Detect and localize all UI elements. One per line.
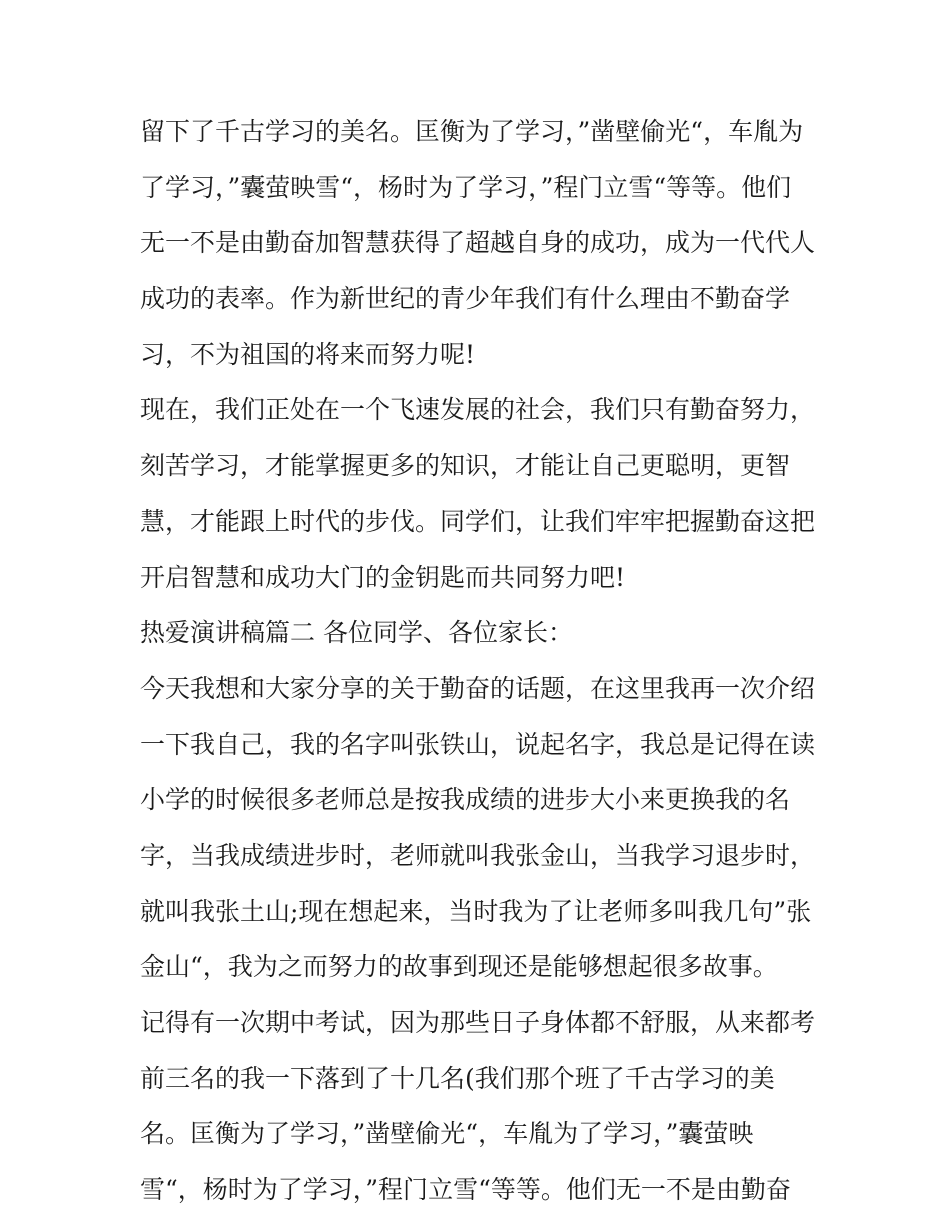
- body-text: [140, 104, 820, 1218]
- text-line: 习，不为祖国的将来而努力呢!: [140, 339, 476, 369]
- text-line: 开启智慧和成功大门的金钥匙而共同努力吧!: [140, 562, 626, 592]
- text-line: 刻苦学习，才能掌握更多的知识，才能让自己更聪明，更智: [140, 451, 791, 481]
- text-line: 名。匡衡为了学习，”凿壁偷光“，车胤为了学习，”囊萤映: [140, 1119, 754, 1149]
- text-line: 留下了千古学习的美名。匡衡为了学习，”凿壁偷光“，车胤为: [140, 117, 804, 146]
- text-line: 前三名的我一下落到了十几名(我们那个班了千古学习的美: [140, 1063, 775, 1093]
- text-line: 现在，我们正处在一个飞速发展的社会，我们只有勤奋努力，: [140, 395, 816, 425]
- text-line: 一下我自己，我的名字叫张铁山，说起名字，我总是记得在读: [140, 729, 816, 759]
- text-line: 成功的表率。作为新世纪的青少年我们有什么理由不勤奋学: [140, 284, 791, 314]
- text-line: 雪“，杨时为了学习，”程门立雪“等等。他们无一不是由勤奋: [140, 1175, 791, 1205]
- section-heading-line: 热爱演讲稿篇二 各位同学、各位家长：: [140, 618, 573, 648]
- text-line: 金山“，我为之而努力的故事到现还是能够想起很多故事。: [140, 952, 778, 982]
- text-line: 无一不是由勤奋加智慧获得了超越自身的成功，成为一代代人: [140, 228, 816, 258]
- text-line: 小学的时候很多老师总是按我成绩的进步大小来更换我的名: [140, 785, 791, 815]
- text-line: 记得有一次期中考试，因为那些日子身体都不舒服，从来都考: [140, 1008, 816, 1037]
- text-line: 慧，才能跟上时代的步伐。同学们，让我们牢牢把握勤奋这把: [140, 506, 816, 536]
- text-line: 就叫我张土山;现在想起来，当时我为了让老师多叫我几句”张: [140, 896, 812, 926]
- text-line: 今天我想和大家分享的关于勤奋的话题，在这里我再一次介绍: [140, 673, 816, 703]
- text-line: 字，当我成绩进步时，老师就叫我张金山，当我学习退步时，: [140, 840, 816, 870]
- text-line: 了学习，”囊萤映雪“，杨时为了学习，”程门立雪“等等。他们: [140, 172, 792, 202]
